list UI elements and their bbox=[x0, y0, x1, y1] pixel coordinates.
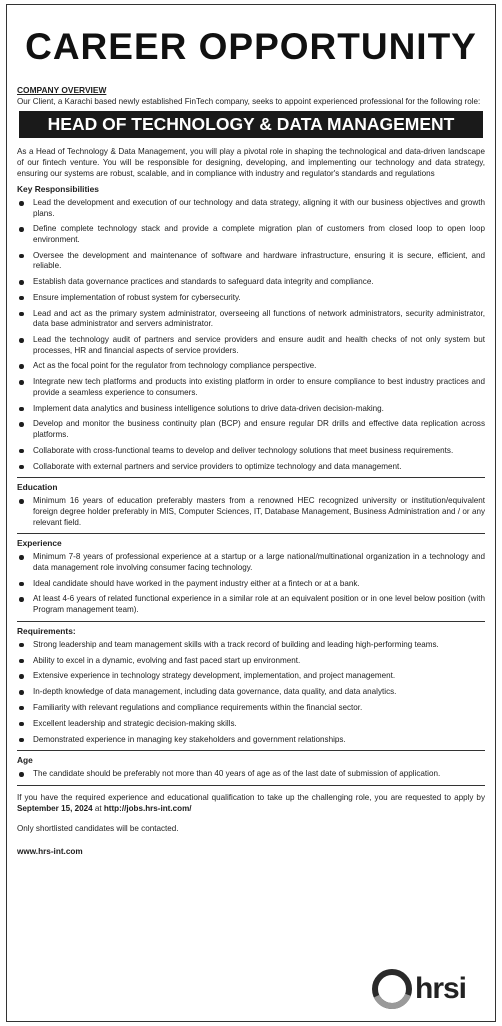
list-item-text: Collaborate with external partners and service providers to optimize technology and data management. bbox=[33, 461, 402, 471]
list-item bbox=[17, 293, 485, 304]
list-item bbox=[17, 251, 485, 272]
bullet-icon bbox=[19, 422, 24, 427]
list-item-text: Lead the technology audit of partners and service providers and ensure audit and health checks of not only system but processes, HR and financial aspects of service providers. bbox=[33, 335, 485, 355]
bullet-icon bbox=[19, 338, 24, 343]
list-item bbox=[17, 640, 485, 651]
bullet-icon bbox=[19, 722, 24, 727]
bullet-icon bbox=[19, 449, 24, 454]
list-item-text: Oversee the development and maintenance of software and hardware infrastructure, ensuring it is secure, efficient, and reliable. bbox=[33, 250, 485, 271]
bullet-icon bbox=[19, 706, 24, 711]
company-overview-heading: COMPANY OVERVIEW bbox=[17, 85, 107, 95]
list-item-text: Act as the focal point for the regulator from technology compliance perspective. bbox=[33, 361, 317, 371]
role-title-banner: HEAD OF TECHNOLOGY & DATA MANAGEMENT bbox=[19, 111, 483, 138]
list-item-text: Minimum 16 years of education preferably masters from a renowned HEC recognized university or institution/equivalent foreign degree holder preferably in MIS, Computer Sciences, IT, Database Management, Business Administration and / or any relevant field. bbox=[33, 496, 485, 527]
education-heading: Education bbox=[17, 482, 58, 493]
bullet-icon bbox=[19, 499, 24, 504]
bullet-icon bbox=[19, 280, 24, 285]
age-list bbox=[17, 769, 485, 780]
bullet-icon bbox=[19, 201, 24, 206]
logo-text: hrsi bbox=[415, 972, 467, 1005]
page-title: CAREER OPPORTUNITY bbox=[25, 26, 477, 67]
bullet-icon bbox=[19, 772, 24, 777]
responsibilities-list bbox=[17, 198, 485, 472]
bullet-icon bbox=[19, 738, 24, 743]
list-item-text: Ability to excel in a dynamic, evolving and fast paced start up environment. bbox=[33, 655, 301, 665]
age-heading: Age bbox=[17, 755, 33, 766]
application-instructions bbox=[17, 792, 485, 814]
bullet-icon bbox=[19, 227, 24, 232]
list-item bbox=[17, 277, 485, 288]
application-text-mid: at bbox=[92, 804, 104, 814]
list-item bbox=[17, 671, 485, 682]
list-item bbox=[17, 335, 485, 356]
hrsi-ring-logo-icon bbox=[371, 967, 415, 1011]
list-item bbox=[17, 419, 485, 440]
section-divider bbox=[17, 750, 485, 751]
website-link[interactable]: www.hrs-int.com bbox=[17, 847, 83, 857]
list-item bbox=[17, 703, 485, 714]
list-item-text: Familiarity with relevant regulations and compliance requirements within the financial sector. bbox=[33, 702, 363, 712]
application-deadline: September 15, 2024 bbox=[17, 804, 93, 814]
list-item-text: Integrate new tech platforms and products into existing platform in order to ensure compliance to best industry practices and provide a seamless experience to consumers. bbox=[33, 377, 485, 397]
list-item-text: Lead the development and execution of our technology and data strategy, aligning it with our business objectives and growth plans. bbox=[33, 198, 485, 218]
list-item-text: Implement data analytics and business intelligence solutions to drive data-driven decision-making. bbox=[33, 403, 384, 413]
list-item-text: Develop and monitor the business continuity plan (BCP) and ensure regular DR drills and effective data replication across platforms. bbox=[33, 419, 485, 439]
experience-heading: Experience bbox=[17, 538, 62, 549]
list-item bbox=[17, 735, 485, 746]
bullet-icon bbox=[19, 364, 24, 369]
list-item-text: Establish data governance practices and standards to safeguard data integrity and compliance. bbox=[33, 277, 374, 287]
list-item bbox=[17, 309, 485, 330]
bullet-icon bbox=[19, 643, 24, 648]
application-url-link[interactable]: http://jobs.hrs-int.com/ bbox=[103, 804, 192, 814]
list-item-text: Excellent leadership and strategic decision-making skills. bbox=[33, 718, 237, 728]
list-item bbox=[17, 377, 485, 398]
requirements-heading: Requirements: bbox=[17, 625, 76, 636]
section-divider bbox=[17, 621, 485, 622]
list-item-text: Collaborate with cross-functional teams to develop and deliver technology solutions that meet business requirements. bbox=[33, 445, 454, 455]
list-item-text: Ensure implementation of robust system for cybersecurity. bbox=[33, 292, 241, 302]
list-item-text: Lead and act as the primary system administrator, overseeing all functions of network administrators, security administrator, data base administrator and servers administrator. bbox=[33, 308, 485, 329]
requirements-list bbox=[17, 640, 485, 745]
bullet-icon bbox=[19, 597, 24, 602]
list-item bbox=[17, 579, 485, 590]
list-item bbox=[17, 404, 485, 415]
bullet-icon bbox=[19, 555, 24, 560]
bullet-icon bbox=[19, 296, 24, 301]
list-item bbox=[17, 224, 485, 245]
list-item bbox=[17, 496, 485, 528]
bullet-icon bbox=[19, 380, 24, 385]
list-item-text: The candidate should be preferably not more than 40 years of age as of the last date of submission of application. bbox=[33, 769, 441, 779]
role-intro: As a Head of Technology & Data Management, you will play a pivotal role in shaping the technological and data-driven landscape of our fintech venture. You will be responsible for designing, developing, and implementing our technology and data strategy, ensuring our systems are robust, scalable, and in compliance with industry and regulator's standards and regulations bbox=[17, 147, 485, 178]
company-overview-text: Our Client, a Karachi based newly established FinTech company, seeks to appoint experienced professional for the following role: bbox=[17, 97, 481, 106]
bullet-icon bbox=[19, 674, 24, 679]
list-item bbox=[17, 446, 485, 457]
list-item bbox=[17, 361, 485, 372]
list-item bbox=[17, 552, 485, 573]
shortlist-note: Only shortlisted candidates will be contacted. bbox=[17, 824, 179, 834]
list-item bbox=[17, 687, 485, 698]
list-item bbox=[17, 656, 485, 667]
list-item bbox=[17, 462, 485, 473]
bullet-icon bbox=[19, 312, 24, 317]
list-item-text: In-depth knowledge of data management, including data governance, data quality, and data analytics. bbox=[33, 687, 397, 697]
list-item-text: Define complete technology stack and provide a complete migration plan of customers from closed loop to open loop environment. bbox=[33, 224, 485, 244]
list-item-text: At least 4-6 years of related functional experience in a similar role at an equivalent position or in one level below position (with Program management team). bbox=[33, 594, 485, 615]
bullet-icon bbox=[19, 582, 24, 587]
list-item bbox=[17, 198, 485, 219]
bullet-icon bbox=[19, 254, 24, 259]
education-list bbox=[17, 496, 485, 528]
bullet-icon bbox=[19, 465, 24, 470]
list-item-text: Extensive experience in technology strategy development, implementation, and project management. bbox=[33, 671, 396, 681]
list-item bbox=[17, 719, 485, 730]
list-item bbox=[17, 594, 485, 615]
responsibilities-heading: Key Responsibilities bbox=[17, 184, 99, 194]
list-item bbox=[17, 769, 485, 780]
list-item-text: Strong leadership and team management skills with a track record of building and leading high-performing teams. bbox=[33, 639, 439, 649]
application-text: If you have the required experience and educational qualification to take up the challenging role, you are requested to apply by bbox=[17, 793, 485, 803]
hrsi-logo bbox=[371, 967, 483, 1011]
bullet-icon bbox=[19, 659, 24, 664]
job-advertisement bbox=[6, 4, 496, 1022]
list-item-text: Demonstrated experience in managing key stakeholders and government relationships. bbox=[33, 734, 346, 744]
experience-list bbox=[17, 552, 485, 615]
bullet-icon bbox=[19, 690, 24, 695]
section-divider bbox=[17, 785, 485, 786]
section-divider bbox=[17, 477, 485, 478]
bullet-icon bbox=[19, 407, 24, 412]
list-item-text: Minimum 7-8 years of professional experience at a startup or a large national/multinational organization in a technology and data management role involving consumer facing technology. bbox=[33, 552, 485, 572]
section-divider bbox=[17, 533, 485, 534]
list-item-text: Ideal candidate should have worked in the payment industry either at a fintech or at a bank. bbox=[33, 578, 360, 588]
